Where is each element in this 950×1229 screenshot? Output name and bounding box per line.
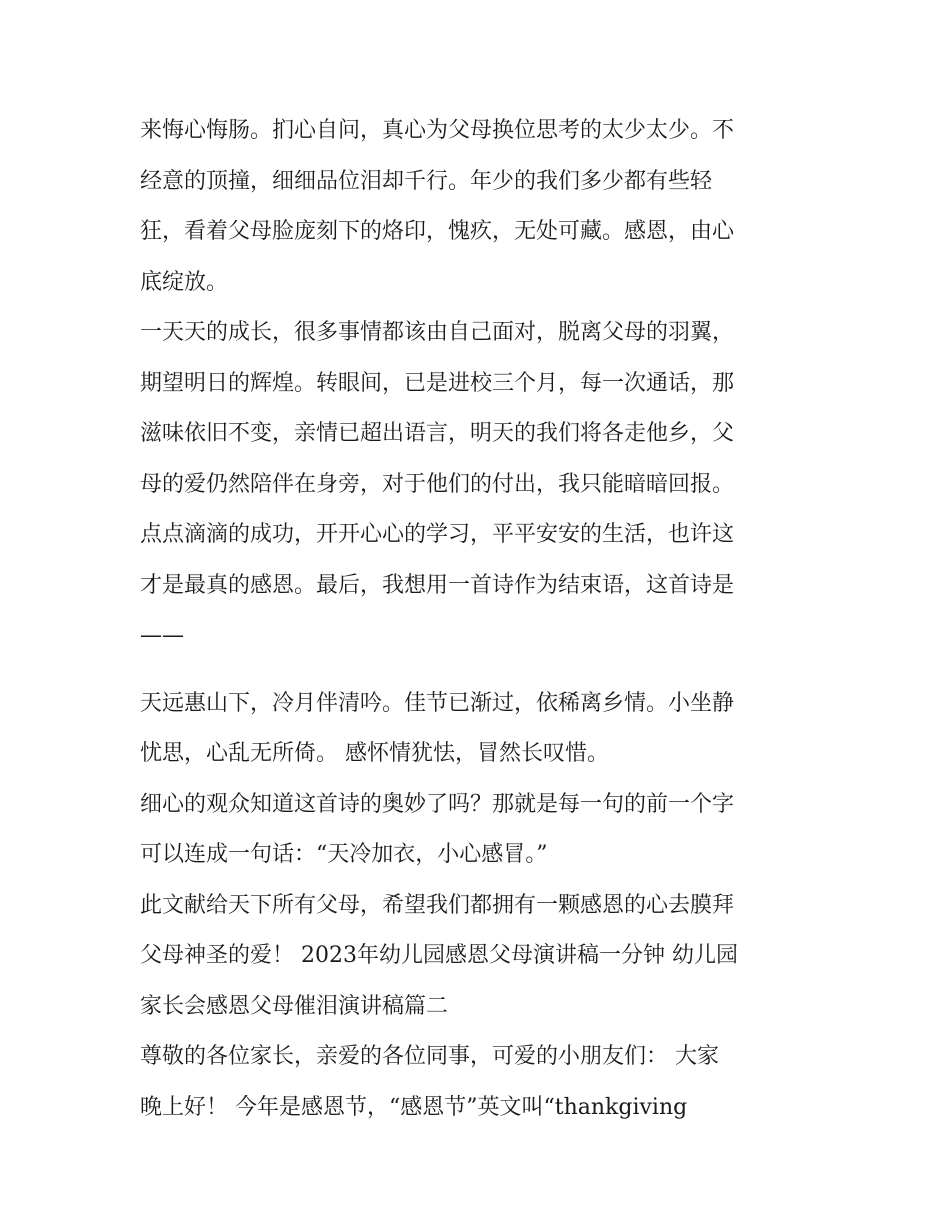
text-line: 狂，看着父母脸庞刻下的烙印，愧疚，无处可藏。感恩，由心 bbox=[140, 219, 735, 244]
text-line: 来悔心悔肠。扪心自问，真心为父母换位思考的太少太少。不 bbox=[140, 118, 735, 143]
text-line: 晚上好！ 今年是感恩节，“感恩节”英文叫“thankgiving bbox=[140, 1094, 688, 1120]
text-line: 点点滴滴的成功，开开心心的学习，平平安安的生活，也许这 bbox=[140, 522, 735, 547]
text-line: 可以连成一句话：“天冷加衣，小心感冒。” bbox=[140, 842, 548, 867]
text-line: 忧思，心乱无所倚。 感怀情犹怯，冒然长叹惜。 bbox=[140, 741, 609, 766]
line-gap bbox=[140, 662, 820, 679]
text-line: 底绽放。 bbox=[140, 269, 229, 295]
text-line: 母的爱仍然陪伴在身旁，对于他们的付出，我只能暗暗回报。 bbox=[140, 471, 735, 497]
document-body bbox=[140, 106, 820, 1133]
text-line: 细心的观众知道这首诗的奥妙了吗？那就是每一句的前一个字 bbox=[140, 791, 735, 817]
text-line: 此文献给天下所有父母，希望我们都拥有一颗感恩的心去膜拜 bbox=[140, 892, 735, 918]
text-line: 尊敬的各位家长，亲爱的各位同事，可爱的小朋友们： 大家 bbox=[140, 1044, 719, 1069]
text-line: 才是最真的感恩。最后，我想用一首诗作为结束语，这首诗是 bbox=[140, 572, 735, 598]
text-line: 经意的顶撞，细细品位泪却千行。年少的我们多少都有些轻 bbox=[140, 168, 713, 194]
text-line: 滋味依旧不变，亲情已超出语言，明天的我们将各走他乡，父 bbox=[140, 421, 735, 446]
text-line: 家长会感恩父母催泪演讲稿篇二 bbox=[140, 993, 449, 1019]
text-line-dash: —— bbox=[140, 623, 184, 648]
text-line: 期望明日的辉煌。转眼间，已是进校三个月，每一次通话，那 bbox=[140, 370, 735, 396]
text-line: 天远惠山下，冷月伴清吟。佳节已渐过，依稀离乡情。小坐静 bbox=[140, 690, 735, 716]
text-line: 父母神圣的爱！ 2023年幼儿园感恩父母演讲稿一分钟 幼儿园 bbox=[140, 943, 738, 968]
text-line: 一天天的成长，很多事情都该由自己面对，脱离父母的羽翼， bbox=[140, 320, 735, 345]
